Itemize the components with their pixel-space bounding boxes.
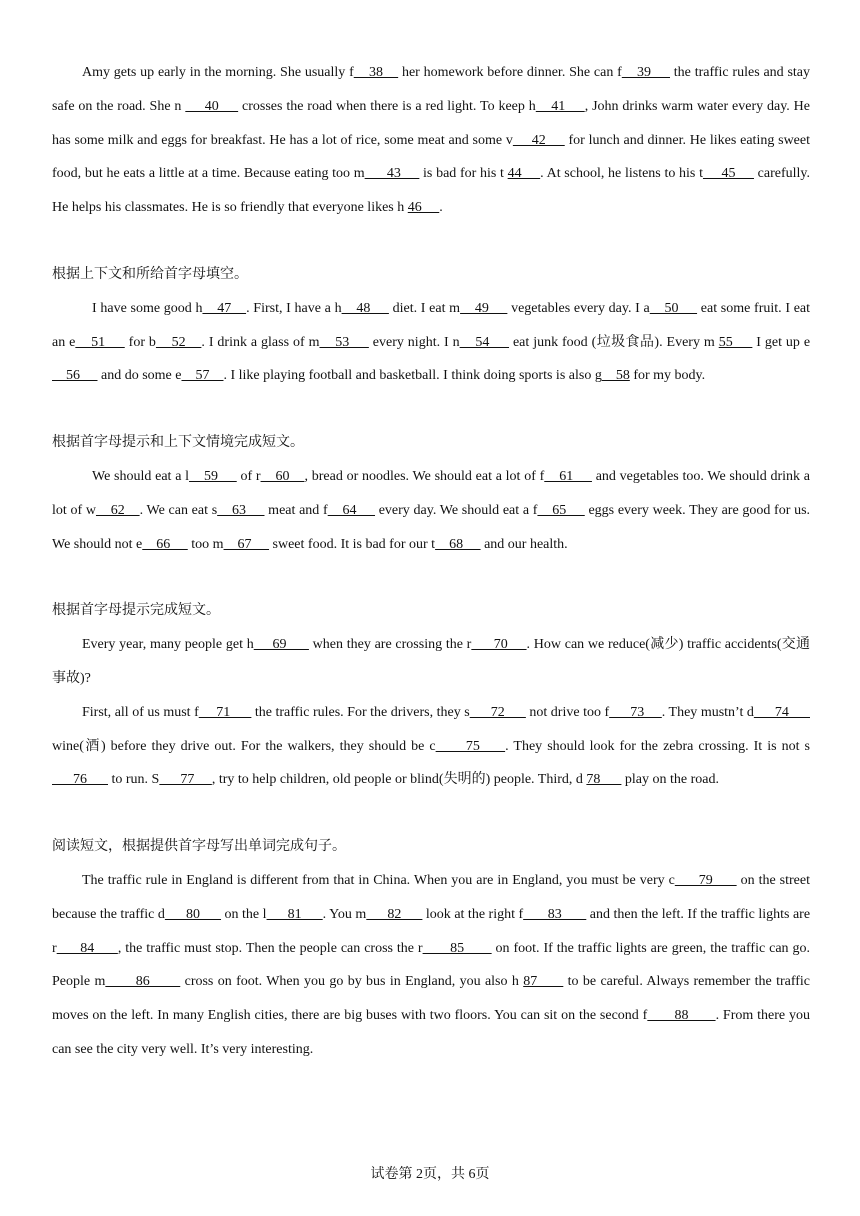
passage-paragraph bbox=[52, 56, 810, 225]
passage-text: First, all of us must f bbox=[82, 704, 199, 720]
answer-blank[interactable]: 85 bbox=[422, 940, 492, 956]
passage-text: every night. I n bbox=[368, 334, 460, 350]
passage-paragraph bbox=[52, 864, 810, 1067]
page-footer: 试卷第 2页，共 6页 bbox=[370, 1167, 490, 1182]
passage-text: for my body. bbox=[629, 368, 706, 384]
passage-paragraph bbox=[52, 292, 810, 393]
passage-text: We should eat a l bbox=[92, 468, 190, 484]
answer-blank[interactable]: 38 bbox=[353, 65, 399, 80]
passage-text: for lunch and dinner. He likes eating sweet food, but he eats a little at a time. Because eating too m bbox=[52, 132, 810, 182]
passage-text: , the traffic must stop. Then the people can cross the r bbox=[117, 940, 423, 956]
passage-text: . From there you can see the city very well. It’s very interesting. bbox=[52, 1008, 810, 1057]
answer-blank[interactable]: 62 bbox=[95, 502, 140, 518]
answer-blank[interactable]: 73 bbox=[609, 704, 662, 720]
passage-text: . You m bbox=[322, 906, 367, 922]
answer-blank[interactable]: 63 bbox=[217, 502, 265, 518]
section-instruction: 根据首字母提示完成短文。 bbox=[52, 603, 220, 619]
answer-blank[interactable]: 75 bbox=[435, 738, 506, 754]
answer-blank[interactable]: 54 bbox=[459, 334, 510, 350]
answer-blank[interactable]: 80 bbox=[164, 906, 222, 922]
passage-text: is bad for his t bbox=[419, 166, 508, 182]
answer-blank[interactable]: 66 bbox=[142, 536, 188, 552]
answer-blank[interactable]: 64 bbox=[327, 502, 376, 518]
passage-text: . We can eat s bbox=[139, 502, 218, 518]
passage-text: on the l bbox=[221, 906, 267, 922]
passage-text: on the street because the traffic d bbox=[52, 872, 810, 922]
answer-blank[interactable]: 53 bbox=[319, 334, 369, 350]
answer-blank[interactable]: 82 bbox=[366, 906, 423, 922]
passage-paragraph bbox=[52, 628, 810, 696]
answer-blank[interactable]: 88 bbox=[647, 1008, 716, 1024]
exercise-section bbox=[52, 56, 810, 225]
passage-text: . They should look for the zebra crossing. It is not s bbox=[505, 738, 810, 754]
passage-paragraph bbox=[52, 460, 810, 561]
passage-text: , try to help children, old people or blind(失明的) people. Third, d bbox=[211, 772, 587, 788]
answer-blank[interactable]: 83 bbox=[523, 906, 587, 922]
passage-text: on foot. If the traffic lights are green, the traffic can go. People m bbox=[52, 940, 810, 990]
passage-text: eat some fruit. I eat an e bbox=[52, 300, 811, 350]
passage-text: play on the road. bbox=[621, 772, 719, 788]
passage-text: wine(酒) before they drive out. For the walkers, they should be c bbox=[52, 738, 436, 754]
exercise-section bbox=[52, 797, 810, 1067]
passage-text: for b bbox=[124, 334, 156, 350]
answer-blank[interactable]: 71 bbox=[198, 704, 252, 720]
answer-blank[interactable]: 46 bbox=[407, 200, 440, 216]
answer-blank[interactable]: 57 bbox=[181, 368, 224, 384]
answer-blank[interactable]: 44 bbox=[507, 166, 541, 182]
passage-text: Amy gets up early in the morning. She usually f bbox=[82, 65, 354, 80]
passage-text: eggs every week. They are good for us. We should not e bbox=[52, 502, 811, 552]
section-instruction: 根据首字母提示和上下文情境完成短文。 bbox=[52, 435, 304, 451]
passage-text: The traffic rule in England is different from that in China. When you are in England, you must be very c bbox=[82, 872, 675, 888]
answer-blank[interactable]: 56 bbox=[52, 368, 98, 384]
passage-text: look at the right f bbox=[422, 906, 524, 922]
passage-text: vegetables every day. I a bbox=[507, 300, 650, 316]
passage-text: . I drink a glass of m bbox=[201, 334, 320, 350]
answer-blank[interactable]: 79 bbox=[674, 872, 737, 888]
answer-blank[interactable]: 84 bbox=[56, 940, 118, 956]
passage-text: I have some good h bbox=[92, 300, 203, 316]
answer-blank[interactable]: 61 bbox=[544, 468, 592, 484]
answer-blank[interactable]: 60 bbox=[260, 468, 305, 484]
section-spacer bbox=[52, 393, 810, 426]
answer-blank[interactable]: 48 bbox=[341, 300, 389, 316]
section-spacer bbox=[52, 561, 810, 594]
answer-blank[interactable]: 49 bbox=[460, 300, 508, 316]
passage-text: to be careful. Always remember the traffic moves on the left. In many English cities, there are big buses with two floors. You can sit on the second f bbox=[52, 974, 811, 1024]
answer-blank[interactable]: 58 bbox=[601, 368, 630, 384]
answer-blank[interactable]: 67 bbox=[223, 536, 270, 552]
exercise-section bbox=[52, 393, 810, 561]
exercise-section bbox=[52, 225, 810, 393]
answer-blank[interactable]: 69 bbox=[253, 637, 309, 653]
passage-text: crosses the road when there is a red light. To keep h bbox=[238, 98, 536, 114]
answer-blank[interactable]: 74 bbox=[753, 704, 810, 720]
document-page bbox=[52, 56, 810, 1067]
passage-text: , bread or noodles. We should eat a lot of f bbox=[304, 468, 545, 484]
answer-blank[interactable]: 41 bbox=[535, 98, 585, 114]
passage-text: too m bbox=[187, 536, 224, 552]
answer-blank[interactable]: 72 bbox=[469, 704, 526, 720]
exercise-section bbox=[52, 561, 810, 797]
passage-text: and then the left. If the traffic lights are r bbox=[52, 906, 811, 956]
answer-blank[interactable]: 87 bbox=[523, 974, 564, 990]
answer-blank[interactable]: 47 bbox=[202, 300, 247, 316]
answer-blank[interactable]: 51 bbox=[75, 334, 125, 350]
answer-blank[interactable]: 55 bbox=[718, 334, 753, 350]
answer-blank[interactable]: 43 bbox=[364, 166, 420, 182]
passage-text: carefully. He helps his classmates. He is so friendly that everyone likes h bbox=[52, 166, 811, 216]
section-spacer bbox=[52, 797, 810, 830]
passage-paragraph bbox=[52, 696, 810, 797]
passage-text: sweet food. It is bad for our t bbox=[269, 536, 436, 552]
passage-text: . They mustn’t d bbox=[661, 704, 754, 720]
answer-blank[interactable]: 78 bbox=[586, 772, 622, 788]
answer-blank[interactable]: 45 bbox=[702, 166, 754, 182]
answer-blank[interactable]: 76 bbox=[52, 772, 108, 788]
passage-text: when they are crossing the r bbox=[308, 637, 472, 653]
passage-text: not drive too f bbox=[525, 704, 610, 720]
passage-text: the traffic rules and stay safe on the road. She n bbox=[52, 65, 811, 114]
passage-text: . First, I have a h bbox=[246, 300, 342, 316]
answer-blank[interactable]: 42 bbox=[512, 132, 565, 148]
answer-blank[interactable]: 68 bbox=[435, 536, 481, 552]
passage-text: and do some e bbox=[97, 368, 182, 384]
passage-text: and our health. bbox=[480, 536, 568, 552]
answer-blank[interactable]: 77 bbox=[159, 772, 212, 788]
passage-text: . At school, he listens to his t bbox=[540, 166, 703, 182]
passage-text: Every year, many people get h bbox=[82, 637, 254, 653]
passage-text: of r bbox=[236, 468, 261, 484]
answer-blank[interactable]: 86 bbox=[105, 974, 181, 990]
answer-blank[interactable]: 52 bbox=[155, 334, 202, 350]
passage-text: to run. S bbox=[108, 772, 160, 788]
section-instruction: 根据上下文和所给首字母填空。 bbox=[52, 266, 248, 282]
passage-text: cross on foot. When you go by bus in England, you also h bbox=[180, 974, 524, 990]
passage-text: eat junk food (垃圾食品). Every m bbox=[509, 334, 719, 350]
passage-text: I get up e bbox=[752, 334, 811, 350]
answer-blank[interactable]: 70 bbox=[471, 637, 527, 653]
passage-text: , John drinks warm water every day. He has some milk and eggs for breakfast. He has a lot of rice, some meat and some v bbox=[52, 98, 811, 148]
passage-text: every day. We should eat a f bbox=[375, 502, 538, 518]
answer-blank[interactable]: 81 bbox=[266, 906, 323, 922]
section-instruction: 阅读短文，根据提供首字母写出单词完成句子。 bbox=[52, 839, 346, 855]
passage-text: her homework before dinner. She can f bbox=[398, 65, 622, 80]
passage-text: . bbox=[439, 200, 443, 216]
passage-text: the traffic rules. For the drivers, they s bbox=[251, 704, 470, 720]
answer-blank[interactable]: 50 bbox=[649, 300, 698, 316]
section-spacer bbox=[52, 225, 810, 258]
answer-blank[interactable]: 39 bbox=[621, 65, 670, 80]
passage-text: and vegetables too. We should drink a lot of w bbox=[52, 468, 810, 518]
answer-blank[interactable]: 59 bbox=[189, 468, 237, 484]
passage-text: meat and f bbox=[264, 502, 328, 518]
passage-text: . How can we reduce(减少) traffic accidents(交通事故)? bbox=[52, 637, 811, 686]
answer-blank[interactable]: 40 bbox=[185, 98, 239, 114]
answer-blank[interactable]: 65 bbox=[537, 502, 585, 518]
passage-text: diet. I eat m bbox=[388, 300, 461, 316]
passage-text: . I like playing football and basketball. I think doing sports is also g bbox=[223, 368, 602, 384]
